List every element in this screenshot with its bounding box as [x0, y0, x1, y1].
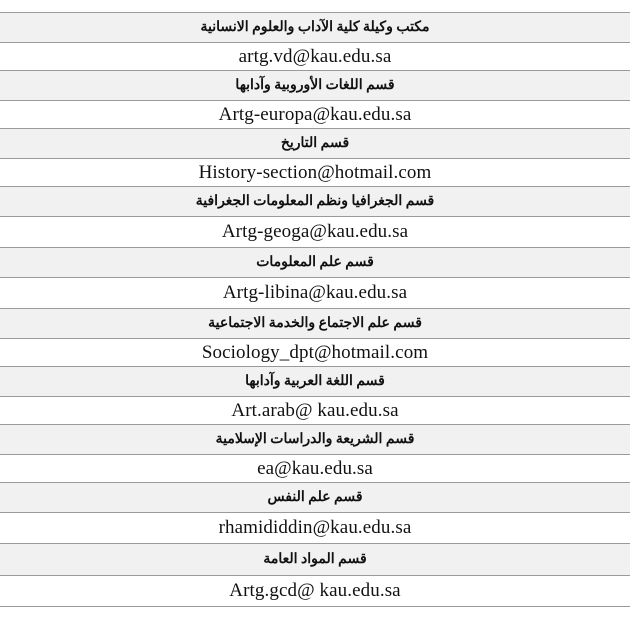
email-link[interactable]: Sociology_dpt@hotmail.com — [0, 339, 630, 367]
email-link[interactable]: Artg.gcd@ kau.edu.sa — [0, 576, 630, 607]
email-link[interactable]: ea@kau.edu.sa — [0, 455, 630, 483]
department-header: قسم التاريخ — [0, 129, 630, 159]
email-link[interactable]: Art.arab@ kau.edu.sa — [0, 397, 630, 425]
department-header: قسم علم النفس — [0, 483, 630, 513]
email-link[interactable]: Artg-geoga@kau.edu.sa — [0, 217, 630, 248]
department-header: قسم اللغات الأوروبية وآدابها — [0, 71, 630, 101]
email-link[interactable]: Artg-europa@kau.edu.sa — [0, 101, 630, 129]
contacts-table — [0, 12, 630, 607]
email-link[interactable]: artg.vd@kau.edu.sa — [0, 43, 630, 71]
department-header: قسم الشريعة والدراسات الإسلامية — [0, 425, 630, 455]
department-header: مكتب وكيلة كلية الآداب والعلوم الانسانية — [0, 13, 630, 43]
department-header: قسم الجغرافيا ونظم المعلومات الجغرافية — [0, 187, 630, 217]
department-header: قسم علم المعلومات — [0, 248, 630, 278]
email-link[interactable]: rhamididdin@kau.edu.sa — [0, 513, 630, 544]
email-link[interactable]: Artg-libina@kau.edu.sa — [0, 278, 630, 309]
email-link[interactable]: History-section@hotmail.com — [0, 159, 630, 187]
department-header: قسم اللغة العربية وآدابها — [0, 367, 630, 397]
department-header: قسم علم الاجتماع والخدمة الاجتماعية — [0, 309, 630, 339]
department-header: قسم المواد العامة — [0, 544, 630, 576]
